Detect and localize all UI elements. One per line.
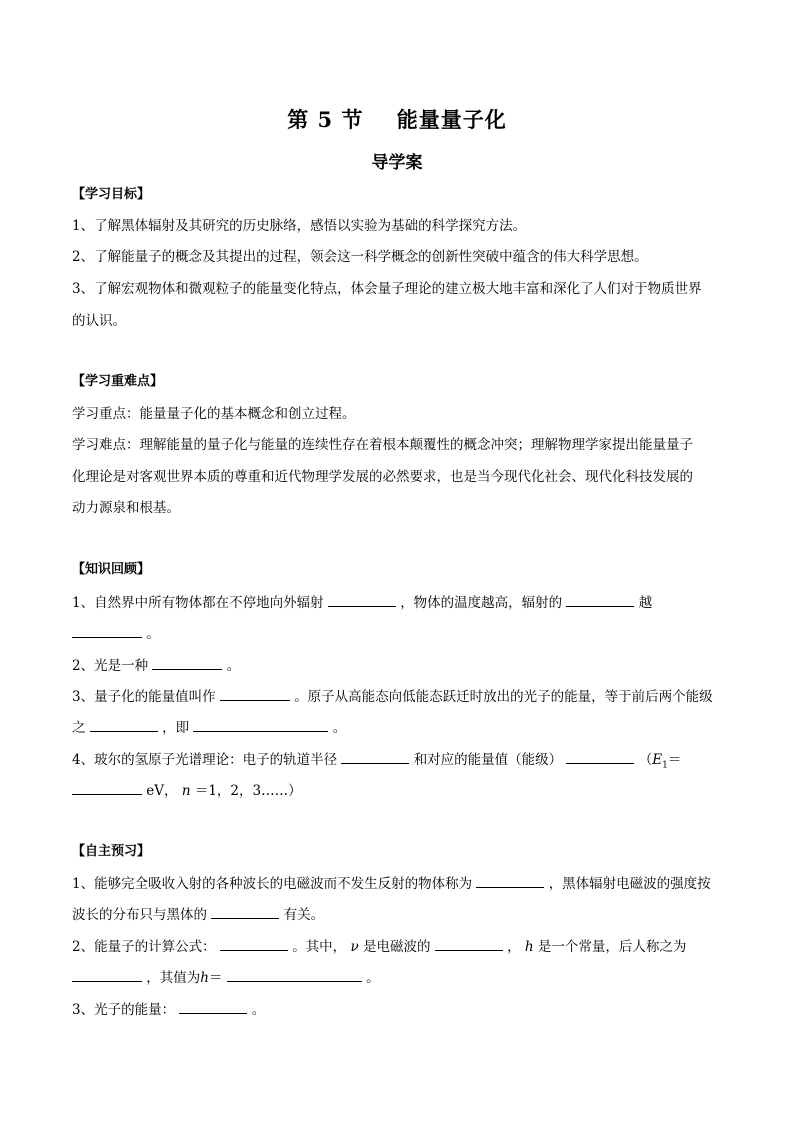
- review-q3-text: 。原子从高能态向低能态跃迁时放出的光子的能量，等于前后两个能级: [294, 689, 713, 705]
- answer-blank[interactable]: [72, 967, 142, 982]
- review-q4-text: eV，: [146, 783, 178, 799]
- review-q1-text: 越: [638, 595, 653, 611]
- h-symbol: h: [524, 939, 534, 955]
- preview-q2-text: ，其值为: [146, 970, 201, 986]
- key-point-line: 学习重点：能量量子化的基本概念和创立过程。: [72, 406, 356, 422]
- n-symbol: n: [181, 783, 191, 799]
- key-points-heading: 【学习重难点】: [72, 374, 164, 389]
- goal-item: 2、了解能量子的概念及其提出的过程，领会这一科学概念的创新性突破中蕴含的伟大科学思想。: [72, 249, 648, 265]
- answer-blank[interactable]: [476, 873, 544, 888]
- answer-blank[interactable]: [179, 999, 247, 1014]
- preview-q2-text: 。: [366, 970, 380, 986]
- review-q2-text: 。: [226, 658, 241, 674]
- review-question-1: [72, 592, 722, 613]
- answer-blank[interactable]: [193, 717, 328, 732]
- review-q1-text: 1、自然界中所有物体都在不停地向外辐射: [72, 595, 324, 611]
- preview-q2-text: ，: [507, 939, 521, 955]
- answer-blank[interactable]: [72, 623, 142, 638]
- preview-question-1: [72, 873, 722, 894]
- preview-q2-text: 是一个常量，后人称之为: [537, 939, 687, 955]
- answer-blank[interactable]: [566, 592, 634, 607]
- goal-item: 1、了解黑体辐射及其研究的历史脉络，感悟以实验为基础的科学探究方法。: [72, 218, 527, 234]
- review-q2-text: 2、光是一种: [72, 658, 149, 674]
- page-title: 第 5 节 能量量子化: [287, 107, 507, 132]
- answer-blank[interactable]: [341, 749, 409, 764]
- goals-heading: 【学习目标】: [72, 187, 151, 202]
- answer-blank[interactable]: [72, 780, 142, 795]
- review-question-3: [72, 686, 722, 707]
- preview-question-2: [72, 936, 722, 957]
- review-question-1-continued: [72, 623, 722, 644]
- preview-q1-text: ，黑体辐射电磁波的强度按: [548, 876, 711, 892]
- answer-blank[interactable]: [152, 655, 222, 670]
- preview-q1-text: 波长的分布只与黑体的: [72, 907, 207, 923]
- review-q4-text: 4、玻尔的氢原子光谱理论：电子的轨道半径: [72, 752, 338, 768]
- preview-q3-text: 。: [251, 1002, 266, 1018]
- review-heading: 【知识回顾】: [72, 562, 151, 577]
- answer-blank[interactable]: [227, 967, 362, 982]
- answer-blank[interactable]: [220, 936, 288, 951]
- review-q3-text: 之: [72, 720, 86, 736]
- review-q3-text: ，即: [162, 720, 190, 736]
- energy-subscript: 1: [662, 760, 668, 771]
- preview-q2-text: 。其中，: [292, 939, 347, 955]
- difficulty-line: 动力源泉和根基。: [72, 500, 180, 516]
- review-q3-text: 。: [332, 720, 347, 736]
- review-question-4-continued: [72, 780, 722, 801]
- h-symbol: h: [200, 970, 209, 986]
- review-question-2: [72, 655, 722, 676]
- preview-question-3: [72, 999, 722, 1020]
- review-q4-text: 和对应的能量值（能级）: [413, 752, 563, 768]
- preview-q2-text: 是电磁波的: [363, 939, 431, 955]
- answer-blank[interactable]: [211, 904, 279, 919]
- review-q4-text: ＝: [667, 752, 682, 768]
- review-q1-text: ，物体的温度越高，辐射的: [400, 595, 563, 611]
- review-q4-text: （: [638, 752, 653, 768]
- preview-q1-text: 有关。: [283, 907, 325, 923]
- preview-question-2-continued: [72, 967, 722, 988]
- preview-heading: 【自主预习】: [72, 844, 151, 859]
- difficulty-line: 化理论是对客观世界本质的尊重和近代物理学发展的必然要求，也是当今现代化社会、现代化科技发展的: [72, 469, 693, 485]
- preview-question-1-continued: [72, 904, 722, 925]
- goal-item-continued: 的认识。: [72, 313, 126, 329]
- answer-blank[interactable]: [220, 686, 290, 701]
- answer-blank[interactable]: [435, 936, 503, 951]
- review-q4-text: ＝1，2，3……）: [194, 783, 302, 799]
- answer-blank[interactable]: [328, 592, 396, 607]
- page-subtitle: 导学案: [371, 153, 423, 173]
- preview-q2-text: ＝: [209, 970, 223, 986]
- nu-symbol: ν: [350, 939, 359, 955]
- review-question-4: [72, 749, 722, 776]
- answer-blank[interactable]: [90, 717, 158, 732]
- review-q1-text: 。: [146, 626, 160, 642]
- difficulty-line: 学习难点：理解能量的量子化与能量的连续性存在着根本颠覆性的概念冲突；理解物理学家提出能量量子: [72, 437, 693, 453]
- answer-blank[interactable]: [566, 749, 634, 764]
- energy-symbol: E: [652, 752, 663, 768]
- preview-q2-text: 2、能量子的计算公式：: [72, 939, 216, 955]
- preview-q3-text: 3、光子的能量：: [72, 1002, 176, 1018]
- review-q3-text: 3、量子化的能量值叫作: [72, 689, 216, 705]
- goal-item: 3、了解宏观物体和微观粒子的能量变化特点，体会量子理论的建立极大地丰富和深化了人们对于物质世界: [72, 281, 702, 297]
- preview-q1-text: 1、能够完全吸收入射的各种波长的电磁波而不发生反射的物体称为: [72, 876, 473, 892]
- review-question-3-continued: [72, 717, 722, 738]
